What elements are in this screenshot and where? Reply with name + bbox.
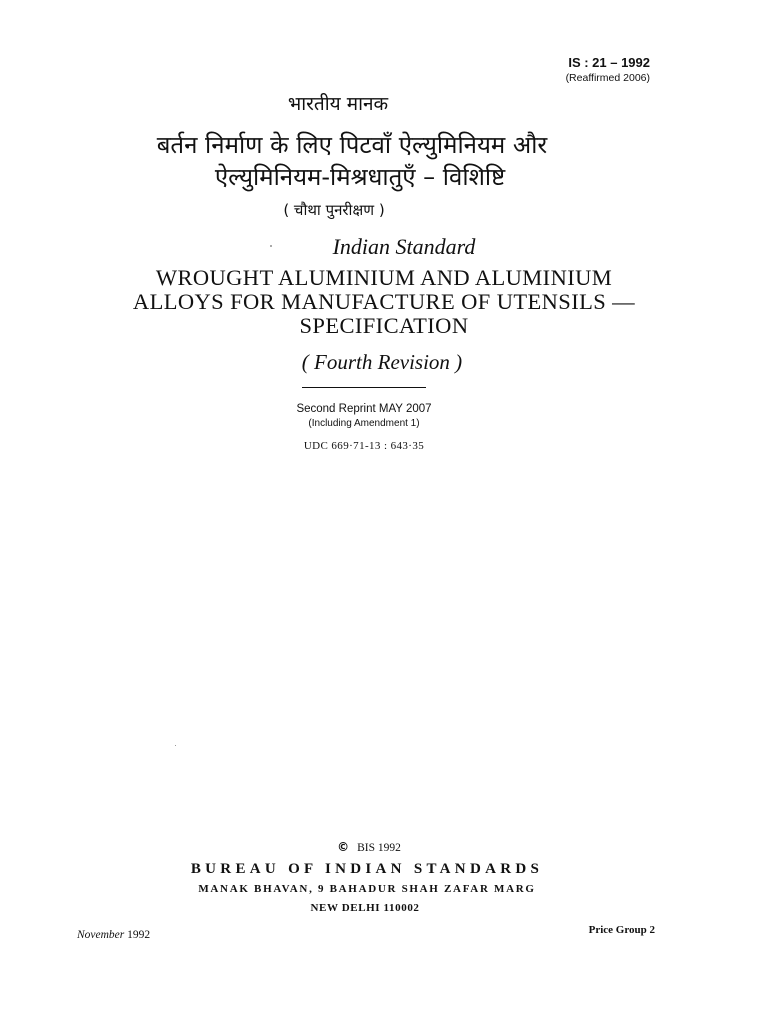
udc-code: UDC 669·71-13 : 643·35 [303, 440, 425, 452]
publication-month: November [77, 929, 125, 941]
price-group: Price Group 2 [588, 924, 655, 936]
hindi-title-line-2: ऐल्युमिनियम-मिश्रधातुएँ – विशिष्टि [214, 163, 506, 191]
hindi-standard-heading: भारतीय मानक [287, 93, 389, 115]
publisher-address-line-1: MANAK BHAVAN, 9 BAHADUR SHAH ZAFAR MARG [198, 883, 536, 895]
reprint-note: Second Reprint MAY 2007 [296, 403, 432, 415]
copyright-line [0, 840, 738, 854]
divider-rule [302, 387, 426, 388]
english-revision: ( Fourth Revision ) [301, 350, 463, 374]
reaffirmed-note: (Reaffirmed 2006) [565, 72, 650, 84]
english-standard-heading: Indian Standard [332, 234, 476, 259]
scan-speck [175, 745, 176, 746]
publisher-address-line-2: NEW DELHI 110002 [310, 902, 420, 914]
hindi-title-line-1: बर्तन निर्माण के लिए पिटवाँ ऐल्युमिनियम और [156, 131, 548, 159]
publication-year: 1992 [127, 929, 151, 941]
english-title-line-3: SPECIFICATION [299, 313, 469, 338]
english-title-line-2: ALLOYS FOR MANUFACTURE OF UTENSILS — [132, 289, 636, 314]
amendment-note: (Including Amendment 1) [308, 418, 420, 429]
english-title-line-1: WROUGHT ALUMINIUM AND ALUMINIUM [155, 265, 613, 290]
publication-date [77, 929, 150, 941]
hindi-revision: ( चौथा पुनरीक्षण ) [283, 201, 385, 219]
copyright-icon: © [337, 840, 350, 854]
english-title [0, 266, 768, 338]
standard-number: IS : 21 – 1992 [568, 55, 650, 70]
publisher-name: BUREAU OF INDIAN STANDARDS [190, 861, 544, 877]
copyright-text: BIS 1992 [357, 842, 401, 854]
